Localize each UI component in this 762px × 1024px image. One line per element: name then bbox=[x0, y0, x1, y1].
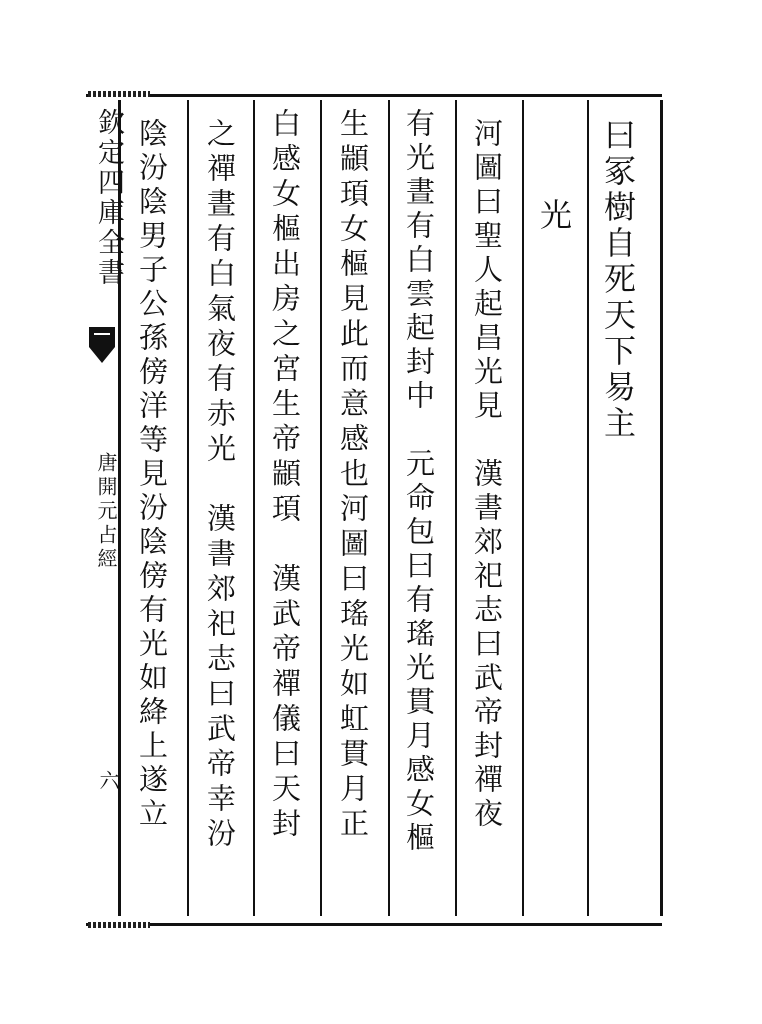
margin-title: 欽定四庫全書 bbox=[93, 108, 124, 288]
column-rule bbox=[455, 100, 457, 916]
column-rule bbox=[660, 100, 663, 916]
fish-tail-icon bbox=[87, 325, 117, 365]
scan-mark-bottom bbox=[88, 922, 150, 928]
text-column-8: 陰汾陰男子公孫傍洋等見汾陰傍有光如絳上遂立 bbox=[135, 118, 169, 832]
column-rule bbox=[522, 100, 524, 916]
scan-mark-top bbox=[88, 91, 150, 97]
text-column-7: 之禪晝有白氣夜有赤光 漢書郊祀志曰武帝幸汾 bbox=[203, 118, 237, 853]
page-number: 六 bbox=[96, 770, 120, 790]
text-column-4: 有光晝有白雲起封中 元命包曰有瑤光貫月感女樞 bbox=[402, 108, 436, 856]
text-column-5: 生顓頊女樞見此而意感也河圖曰瑤光如虹貫月正 bbox=[336, 108, 370, 843]
text-column-2: 光 bbox=[535, 198, 573, 234]
column-rule bbox=[388, 100, 390, 916]
column-rule bbox=[587, 100, 589, 916]
column-rule bbox=[253, 100, 255, 916]
text-column-3: 河圖曰聖人起昌光見 漢書郊祀志曰武帝封禪夜 bbox=[470, 118, 504, 832]
margin-book-title: 唐開元占經 bbox=[94, 452, 118, 572]
text-column-1: 曰冢樹自死天下易主 bbox=[599, 118, 637, 442]
text-column-6: 白感女樞出房之宮生帝顓頊 漢武帝禪儀曰天封 bbox=[268, 108, 302, 843]
column-rule bbox=[320, 100, 322, 916]
page-frame bbox=[86, 94, 662, 926]
column-rule bbox=[187, 100, 189, 916]
